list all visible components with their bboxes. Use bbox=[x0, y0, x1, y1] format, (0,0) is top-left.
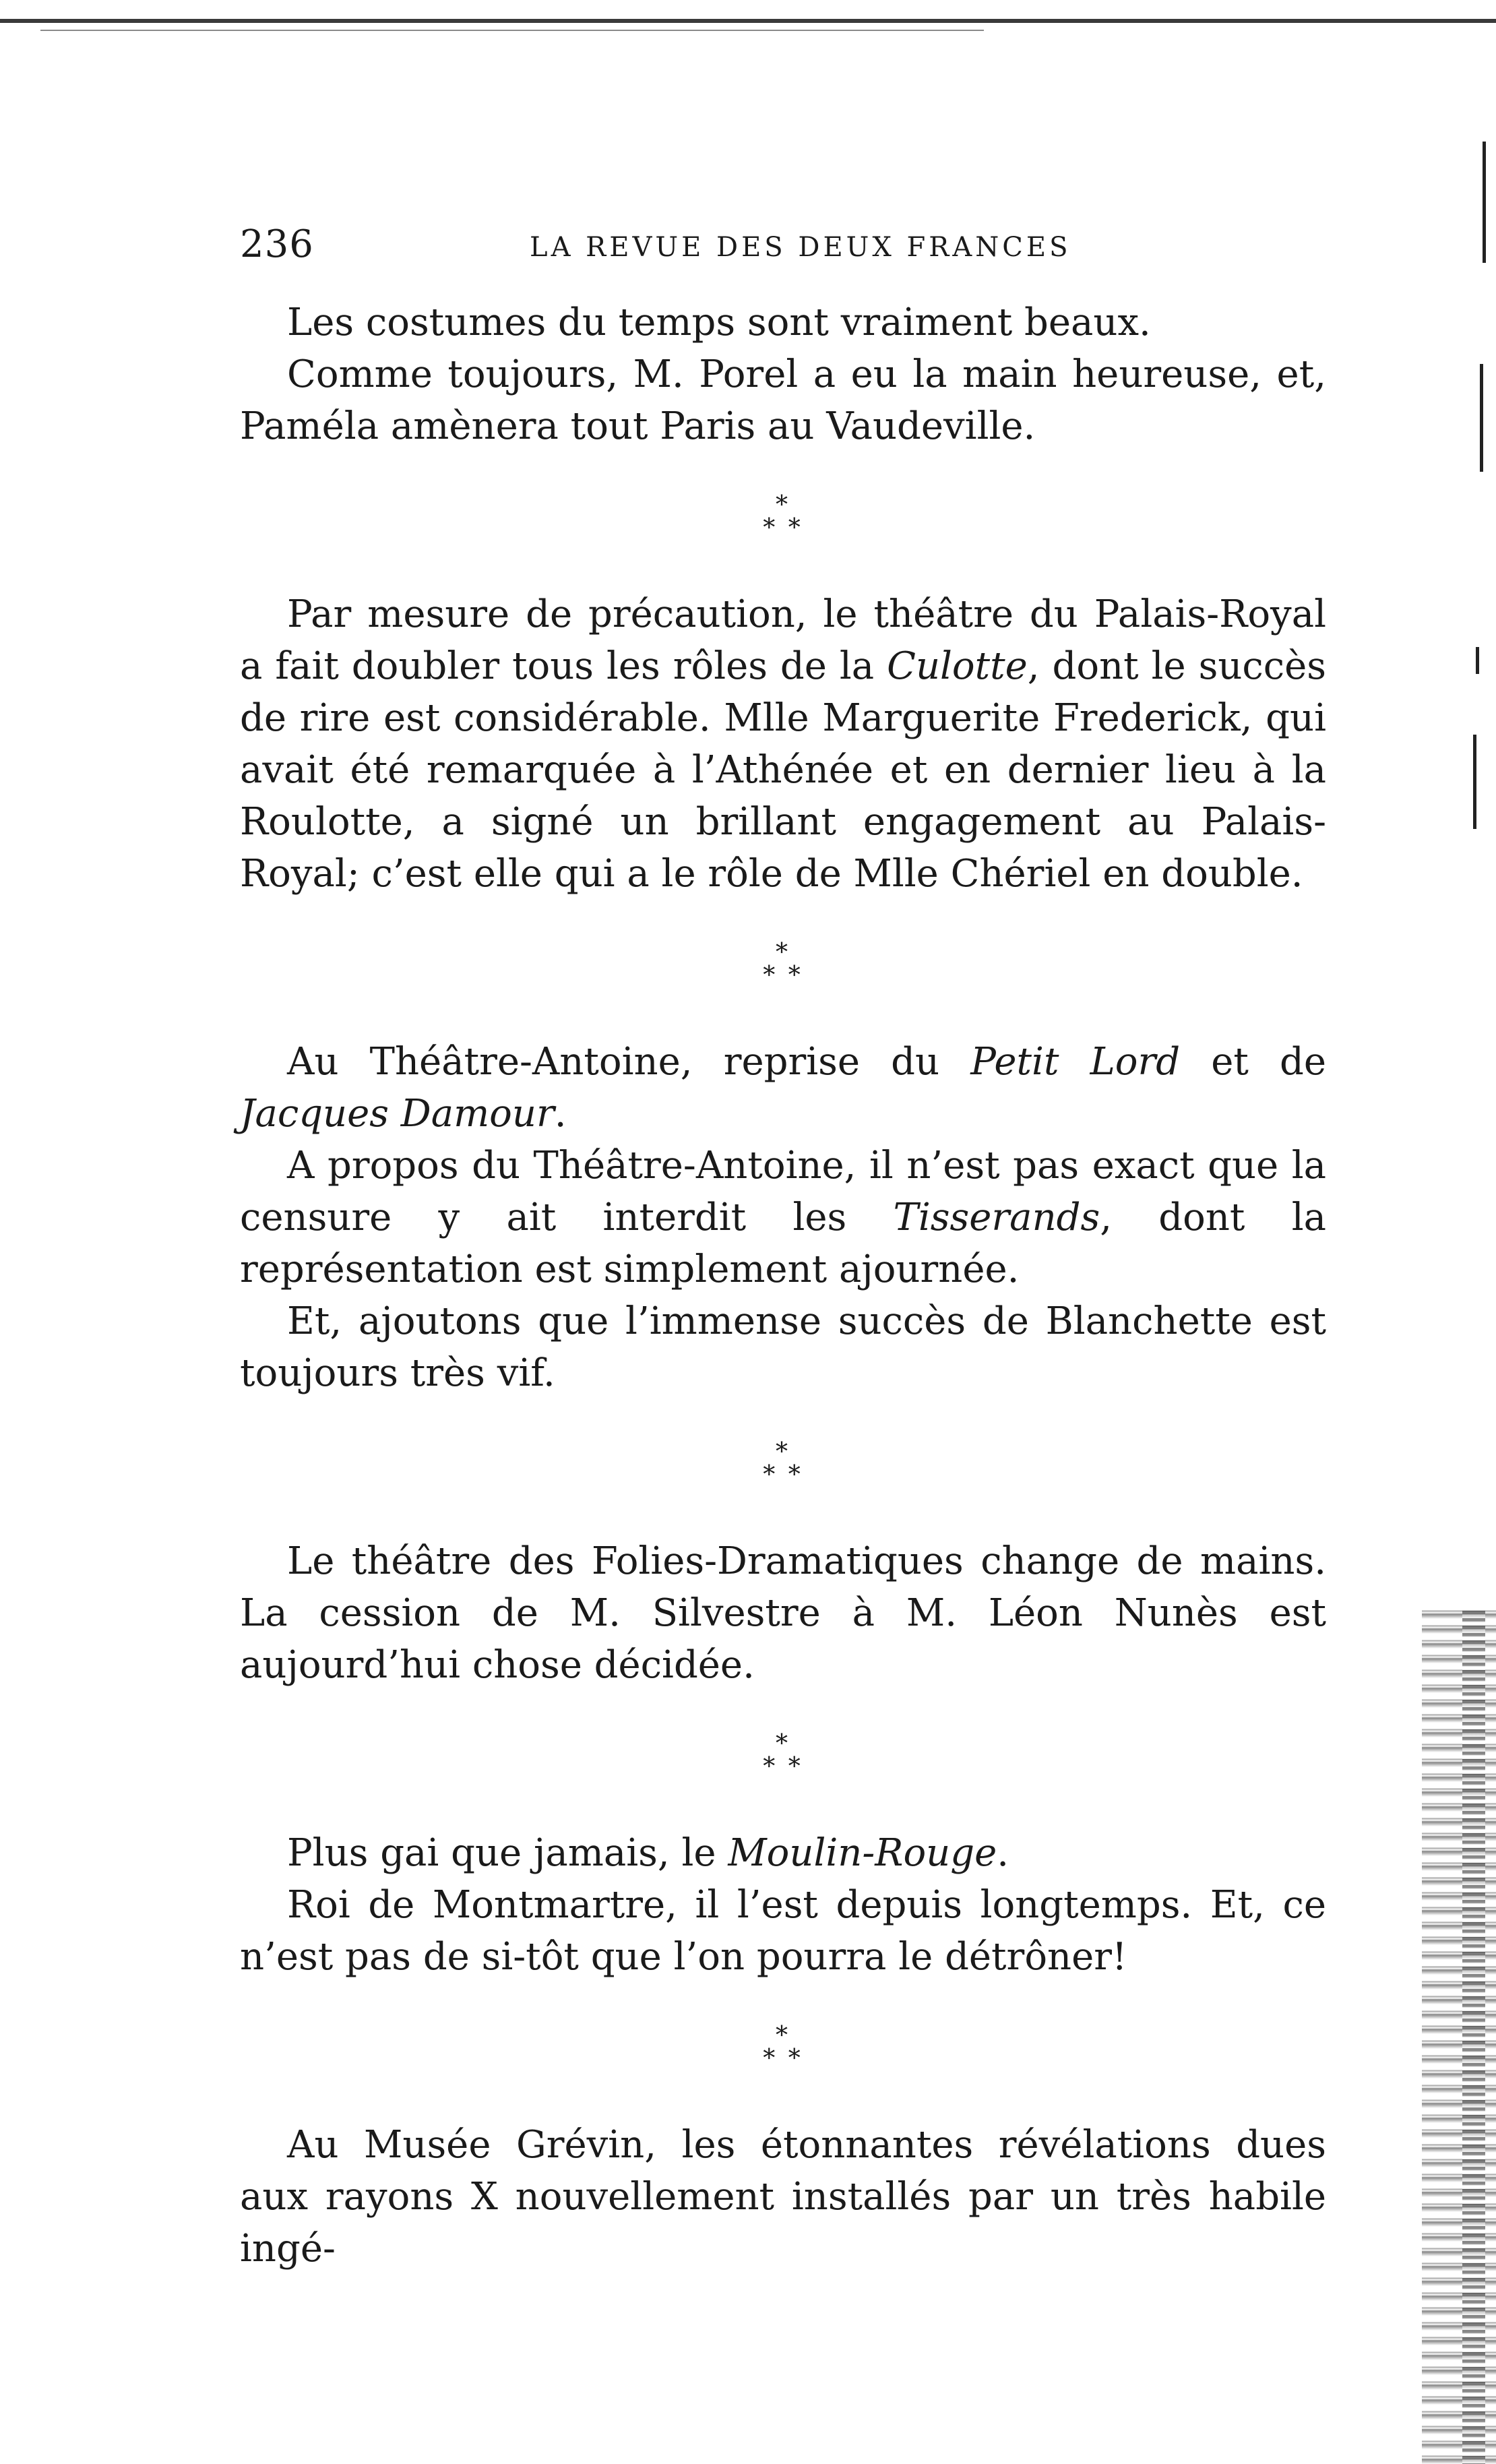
text-run: Plus gai que jamais, le bbox=[287, 1831, 728, 1875]
separator-star-top: * bbox=[776, 939, 790, 966]
paragraph bbox=[240, 588, 1326, 900]
italic-title: Culotte bbox=[887, 644, 1028, 688]
text-run: Par mesure de précaution, le théâtre du Palais-Royal a fait doubler tous les rôles de la bbox=[240, 592, 1326, 688]
text-run: . bbox=[997, 1831, 1009, 1875]
text-run: et de bbox=[1180, 1040, 1327, 1084]
paragraph bbox=[240, 1140, 1326, 1295]
text-run: Comme toujours, M. Porel a eu la main heureuse, et, Paméla amènera tout Paris au Vaudeville. bbox=[240, 352, 1326, 448]
text-run: Roi de Montmartre, il l’est depuis longtemps. Et, ce n’est pas de si-tôt que l’on pourra le détrôner! bbox=[240, 1883, 1326, 1979]
page-header bbox=[240, 222, 1338, 276]
separator-star-top: * bbox=[776, 2022, 790, 2050]
paragraph bbox=[240, 1827, 1326, 1879]
separator-star-top: * bbox=[776, 1438, 790, 1466]
page-number: 236 bbox=[240, 222, 314, 266]
paragraph bbox=[240, 1036, 1326, 1140]
text-run: A propos du Théâtre-Antoine, il n’est pas exact que la censure y ait interdit les bbox=[240, 1144, 1326, 1239]
section-separator bbox=[240, 2022, 1326, 2072]
italic-title: Petit Lord bbox=[970, 1040, 1181, 1084]
text-run: , dont le succès de rire est considérable. Mlle Marguerite Frederick, qui avait été remarquée à l’Athénée et en dernier lieu à la Roulotte, a signé un brillant engagement au Palais-Royal; c’est elle qui a le rôle de Mlle Chériel en double. bbox=[240, 644, 1326, 896]
text-run: Au Théâtre-Antoine, reprise du bbox=[287, 1040, 971, 1084]
separator-star-top: * bbox=[776, 1730, 790, 1758]
italic-title: Tisserands bbox=[893, 1196, 1100, 1239]
scan-speck bbox=[1476, 647, 1479, 674]
separator-stars-bottom: * * bbox=[763, 2045, 803, 2072]
italic-title: Jacques Damour bbox=[240, 1092, 555, 1136]
text-run: Les costumes du temps sont vraiment beaux. bbox=[287, 301, 1151, 344]
paragraph bbox=[240, 297, 1326, 348]
italic-title: Moulin-Rouge bbox=[728, 1831, 997, 1875]
article-body bbox=[240, 297, 1326, 2275]
paragraph bbox=[240, 1879, 1326, 1983]
paragraph bbox=[240, 2119, 1326, 2275]
running-title: LA REVUE DES DEUX FRANCES bbox=[530, 232, 1071, 263]
separator-stars-bottom: * * bbox=[763, 1461, 803, 1489]
separator-stars-bottom: * * bbox=[763, 514, 803, 542]
scan-top-edge-line bbox=[40, 30, 984, 31]
separator-stars-bottom: * * bbox=[763, 1753, 803, 1781]
section-separator bbox=[240, 939, 1326, 989]
text-run: Au Musée Grévin, les étonnantes révélations dues aux rayons X nouvellement installés par un très habile ingé- bbox=[240, 2123, 1326, 2271]
section-separator bbox=[240, 491, 1326, 542]
scan-right-edge-dark bbox=[1462, 1611, 1485, 2464]
scan-speck bbox=[1483, 142, 1486, 263]
scan-top-edge bbox=[0, 19, 1496, 23]
text-run: Et, ajoutons que l’immense succès de Blanchette est toujours très vif. bbox=[240, 1299, 1326, 1395]
scan-speck bbox=[1480, 364, 1483, 472]
paragraph bbox=[240, 1535, 1326, 1691]
section-separator bbox=[240, 1730, 1326, 1781]
scan-speck bbox=[1473, 735, 1476, 829]
separator-star-top: * bbox=[776, 491, 790, 519]
section-separator bbox=[240, 1438, 1326, 1489]
separator-stars-bottom: * * bbox=[763, 962, 803, 989]
paragraph bbox=[240, 1295, 1326, 1399]
text-run: . bbox=[554, 1092, 567, 1136]
text-run: , dont la représentation est simplement ajournée. bbox=[240, 1196, 1326, 1291]
paragraph bbox=[240, 348, 1326, 452]
text-run: Le théâtre des Folies-Dramatiques change de mains. La cession de M. Silvestre à M. Léon Nunès est aujourd’hui chose décidée. bbox=[240, 1539, 1326, 1687]
